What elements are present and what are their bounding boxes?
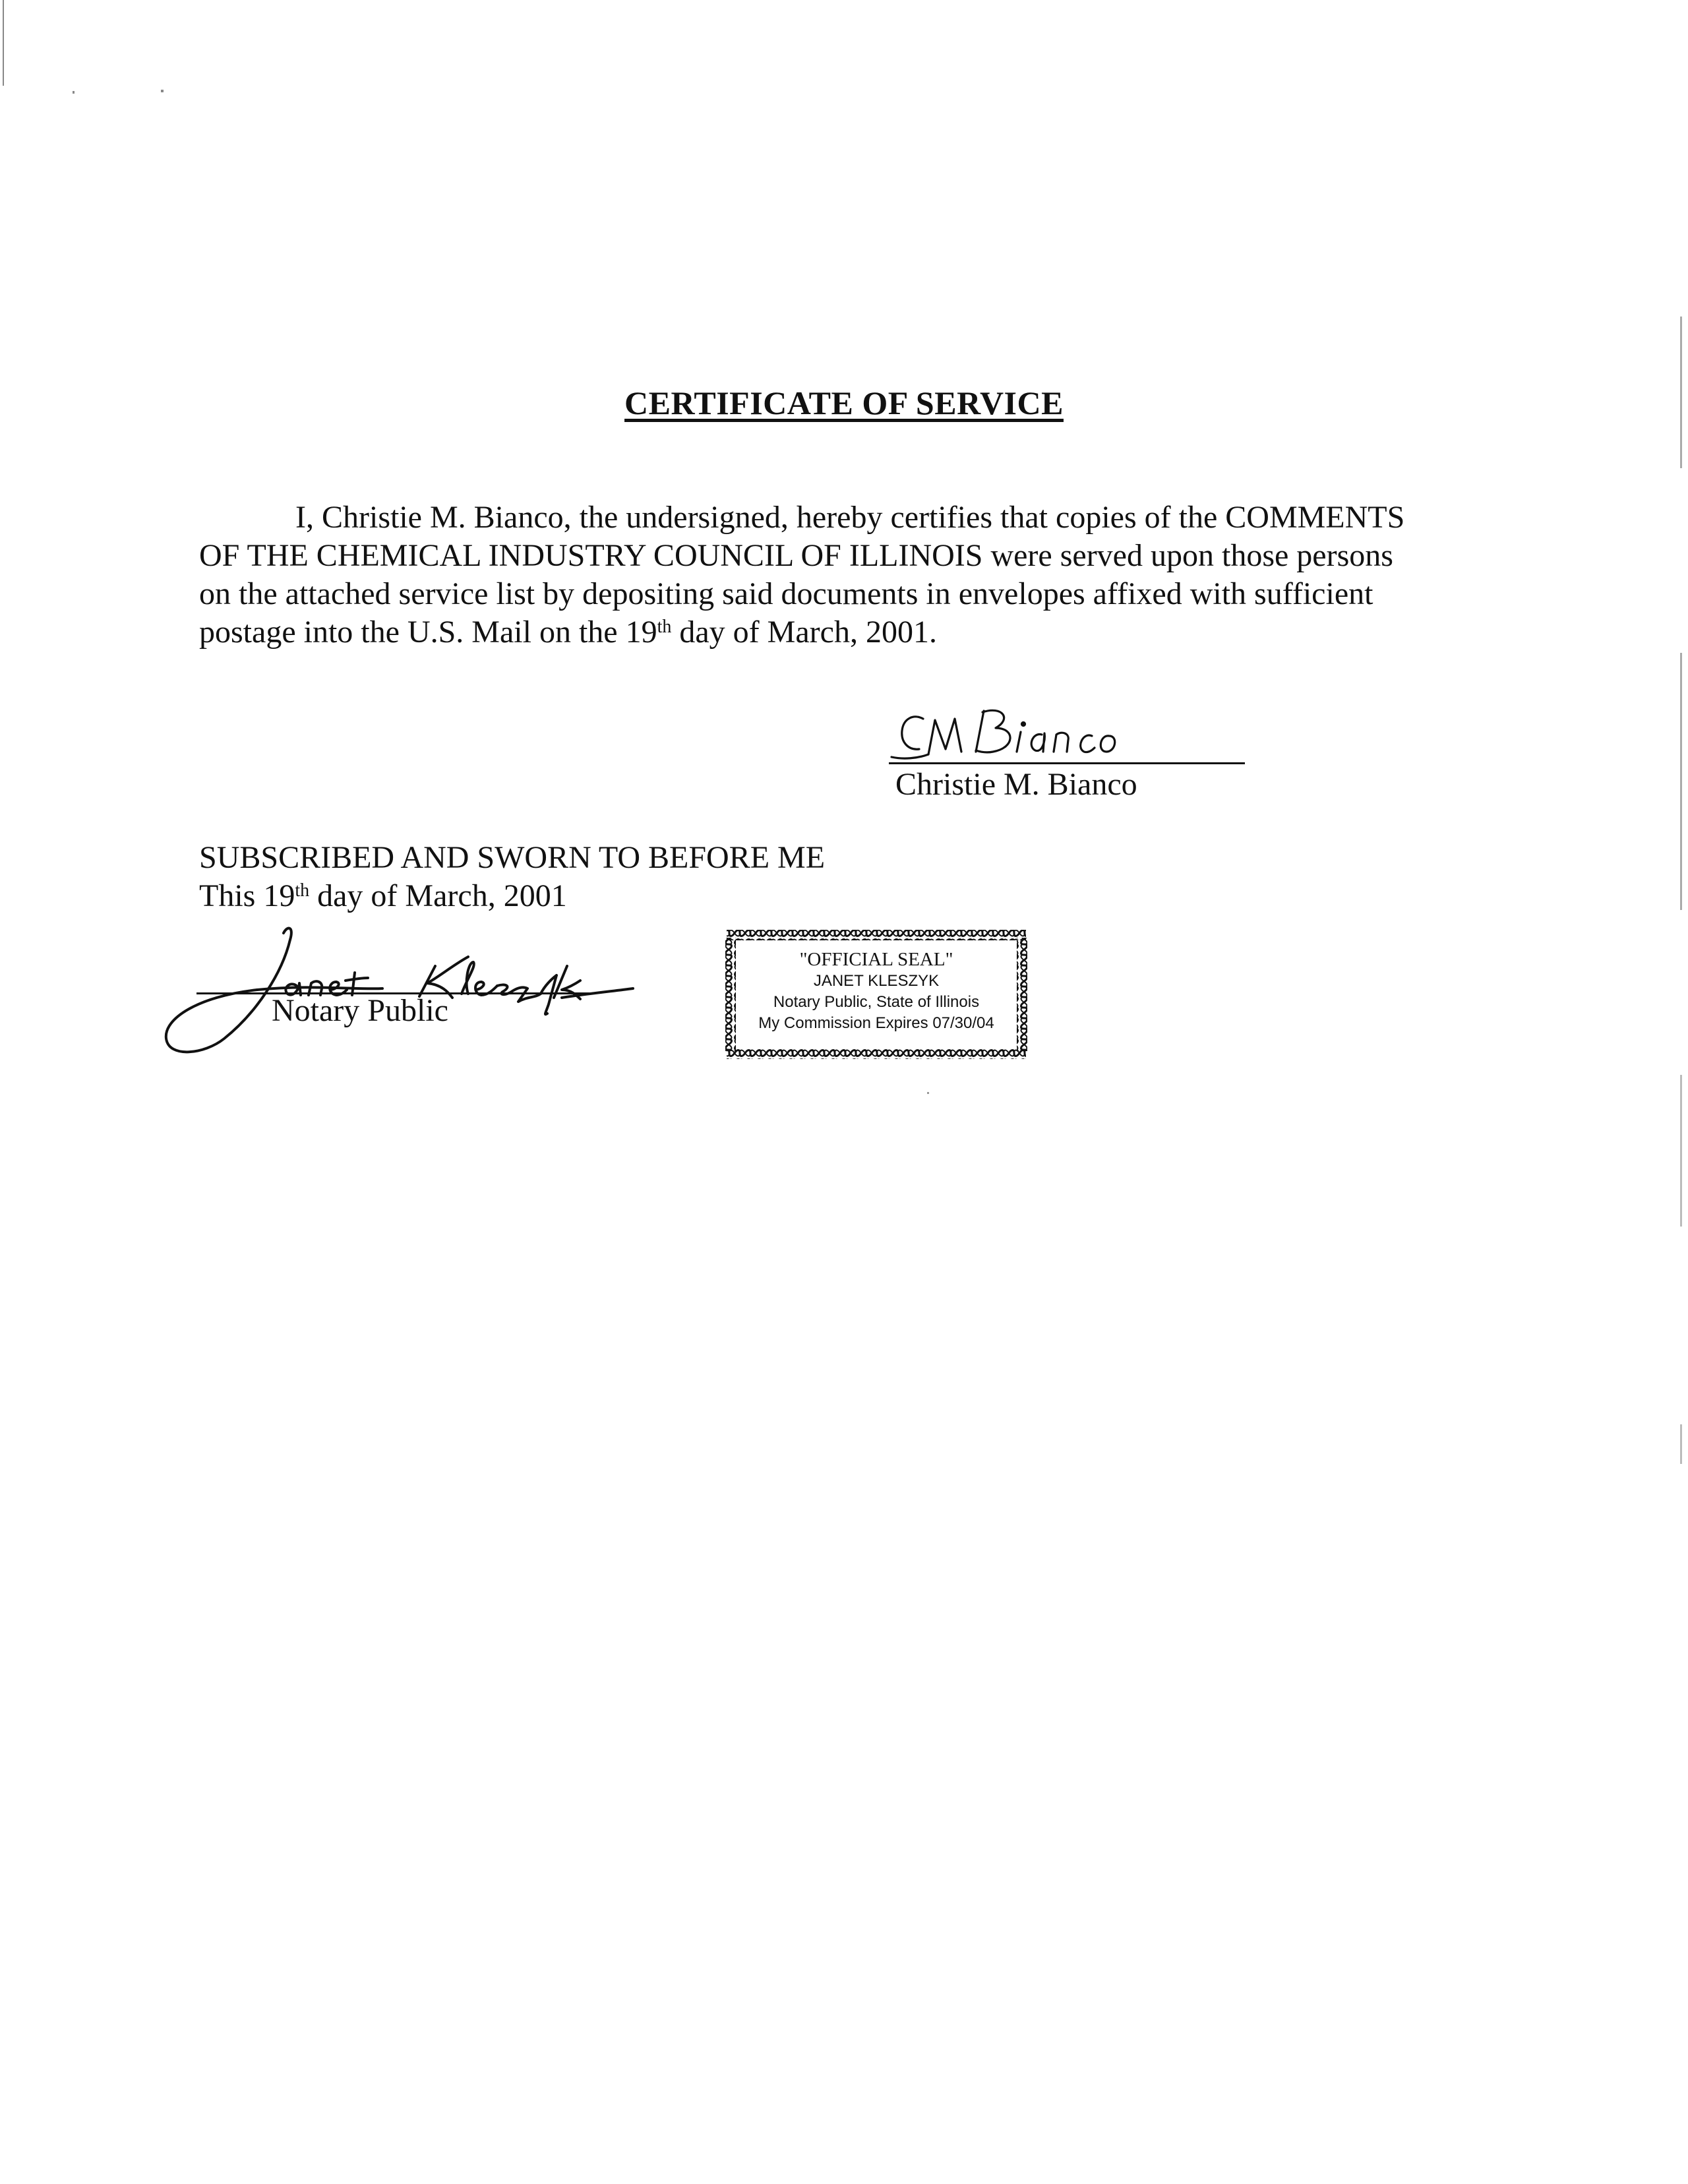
scan-artifact: [3, 0, 4, 86]
scan-artifact: [927, 1092, 929, 1094]
body-line-2: OF THE CHEMICAL INDUSTRY COUNCIL OF ILLINOIS were served upon those persons: [199, 538, 1393, 573]
ordinal-suffix: th: [295, 880, 310, 901]
scan-artifact: [1680, 1075, 1682, 1227]
certificate-body: [199, 499, 1465, 652]
signer-signature: [877, 699, 1154, 772]
sworn-line-2-text: This 19: [199, 878, 295, 913]
seal-text: [744, 948, 1009, 1034]
sworn-line-2: [199, 877, 825, 915]
signer-name: Christie M. Bianco: [895, 767, 1137, 802]
document-title: CERTIFICATE OF SERVICE: [624, 384, 1064, 421]
scan-artifact: [1680, 653, 1682, 910]
sworn-statement: [199, 839, 825, 915]
sworn-line-2-tail: day of March, 2001: [309, 878, 567, 913]
scan-artifact: [1680, 1424, 1682, 1464]
scan-artifact: [73, 91, 75, 94]
body-line-4-text: postage into the U.S. Mail on the 19: [199, 615, 657, 650]
body-line-4-tail: day of March, 2001.: [671, 615, 937, 650]
ordinal-suffix: th: [657, 617, 672, 637]
scan-artifact: [1680, 317, 1682, 468]
body-line-3: on the attached service list by depositing said documents in envelopes affixed with sufficient: [199, 576, 1373, 611]
body-line-4: [199, 613, 1465, 652]
body-line-1: I, Christie M. Bianco, the undersigned, hereby certifies that copies of the COMMENTS: [295, 500, 1405, 535]
sworn-line-1: SUBSCRIBED AND SWORN TO BEFORE ME: [199, 840, 826, 875]
official-seal-stamp: [724, 928, 1029, 1060]
scan-artifact: [161, 90, 164, 92]
signer-signature-line: [889, 762, 1245, 764]
seal-commission-expiry: My Commission Expires 07/30/04: [758, 1014, 994, 1032]
seal-title: "OFFICIAL SEAL": [799, 949, 953, 970]
seal-jurisdiction: Notary Public, State of Illinois: [773, 993, 980, 1011]
seal-notary-name: JANET KLESZYK: [813, 972, 940, 990]
notary-public-label: Notary Public: [272, 993, 448, 1028]
